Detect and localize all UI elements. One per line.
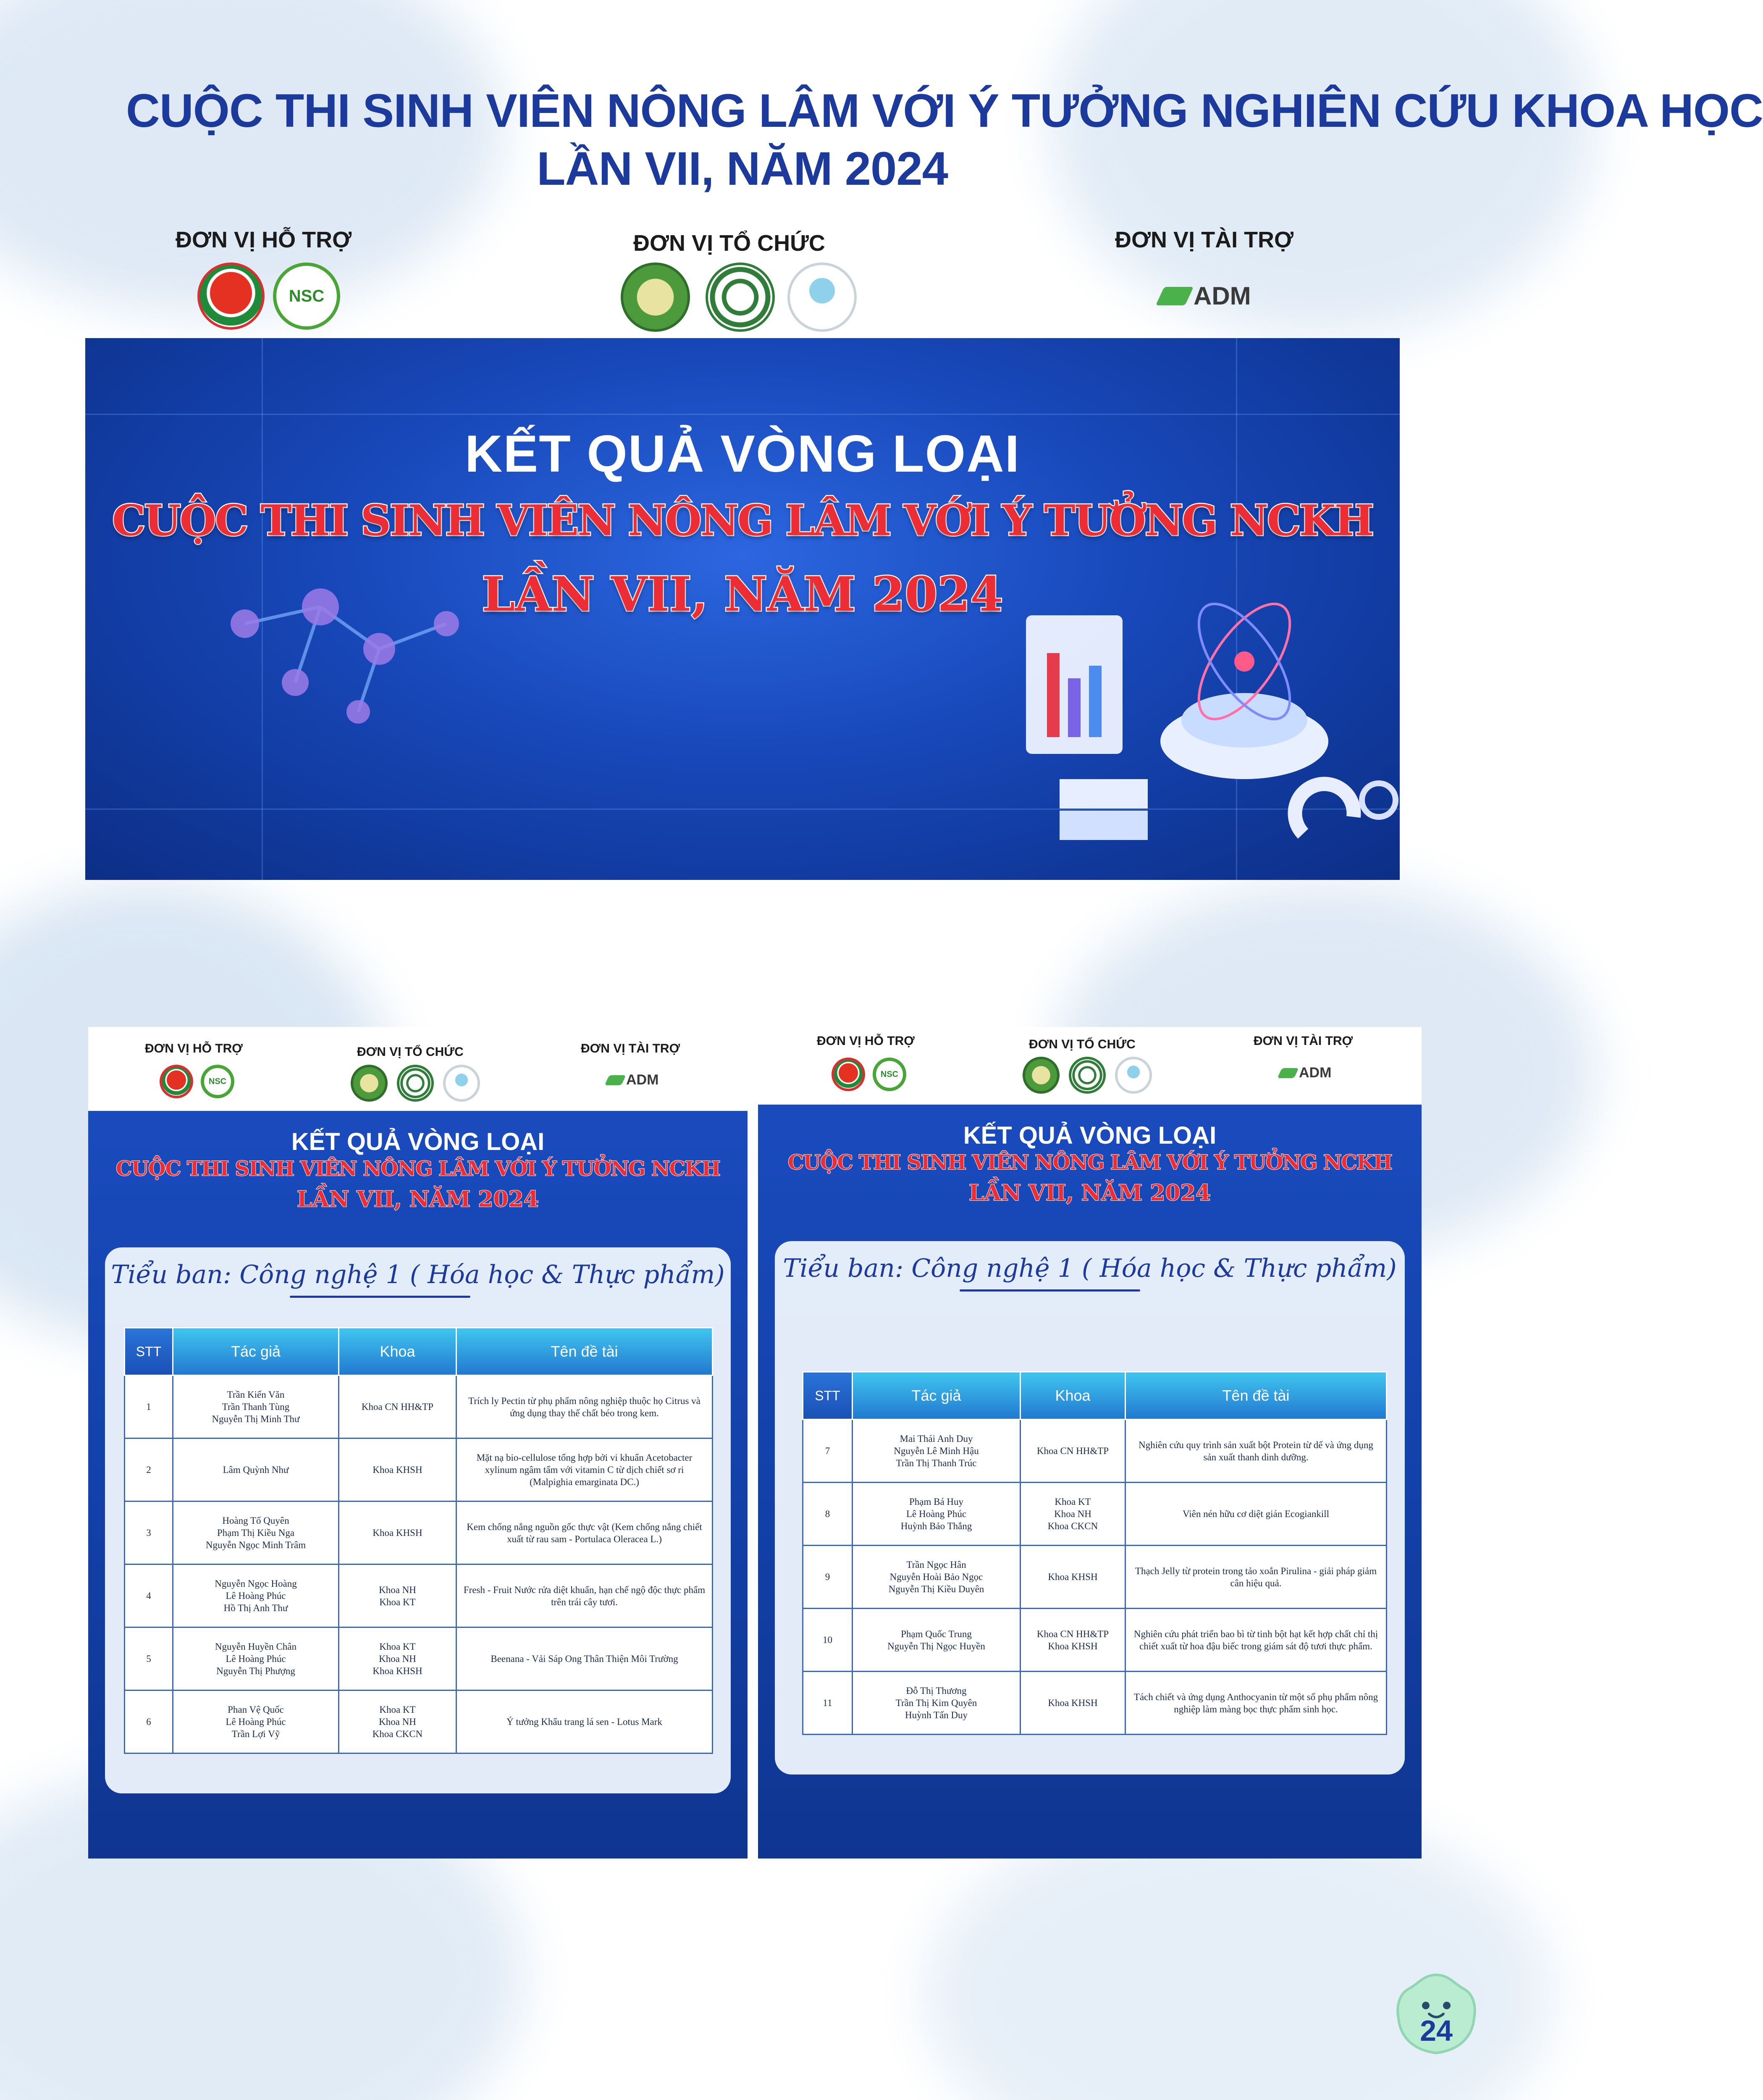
nsc-logo [201,1065,234,1098]
banner-edition: LẦN VII, NĂM 2024 [482,567,1003,622]
nw-logo [787,262,857,332]
cell-authors: Đỗ Thị Thương Trần Thị Kim Quyên Huỳnh Tấn Duy [853,1672,1021,1735]
col-stt: STT [803,1372,853,1420]
table-row [125,1564,713,1628]
subcommittee-underline [290,1296,470,1298]
col-topic: Tên đề tài [456,1328,713,1376]
table-row [803,1672,1387,1735]
left-results-panel [88,1111,748,1858]
cell-topic: Nghiên cứu quy trình sản xuất bột Protein từ dế và ứng dụng sản xuất thanh dinh dưỡng. [1125,1420,1387,1483]
cell-topic: Fresh - Fruit Nước rửa diệt khuẩn, hạn chế ngộ độc thực phẩm trên trái cây tươi. [456,1564,713,1628]
adm-logo-text: ADM [1194,282,1251,310]
cell-topic: Nghiên cứu phát triển bao bì từ tinh bột hạt kết hợp chất chỉ thị chiết xuất từ hoa đậu biếc trong giám sát độ tươi thực phẩm. [1125,1609,1387,1672]
subcommittee-underline [960,1289,1140,1292]
cell-faculty: Khoa KT Khoa NH Khoa CKCN [1021,1483,1125,1546]
cell-stt: 9 [803,1546,853,1609]
student-association-logo [706,262,775,332]
right-support-label: ĐƠN VỊ HỖ TRỢ [817,1034,915,1048]
table-row [125,1438,713,1502]
funding-unit-label: ĐƠN VỊ TÀI TRỢ [1115,227,1294,252]
subcommittee-title: Tiểu ban: Công nghệ 1 ( Hóa học & Thực phẩm) [111,1260,725,1289]
cell-faculty: Khoa KHSH [1021,1546,1125,1609]
university-logo [351,1065,388,1102]
page-title [126,82,1763,198]
cell-topic: Viên nén hữu cơ diệt gián Ecogiankill [1125,1483,1387,1546]
cell-authors: Trần Ngọc Hân Nguyễn Hoài Bảo Ngọc Nguyễn Thị Kiều Duyên [853,1546,1021,1609]
panel-edition: LẦN VII, NĂM 2024 [968,1180,1211,1206]
cell-stt: 10 [803,1609,853,1672]
results-banner [85,338,1400,880]
leaf-icon [1156,287,1194,305]
cell-faculty: Khoa NH Khoa KT [339,1564,456,1628]
panel-heading: KẾT QUẢ VÒNG LOẠI [291,1128,545,1155]
adm-logo-text: ADM [626,1072,659,1088]
table-row [803,1546,1387,1609]
student-association-logo [1069,1057,1106,1094]
nw-logo [1115,1057,1152,1094]
nw-logo [443,1065,480,1102]
nsc-logo-text: NSC [880,1069,899,1079]
youth-union-logo [160,1065,193,1098]
cell-topic: Thạch Jelly từ protein trong tảo xoắn Pirulina - giải pháp giảm cân hiệu quả. [1125,1546,1387,1609]
left-funding-label: ĐƠN VỊ TÀI TRỢ [581,1042,680,1055]
adm-logo-text: ADM [1299,1065,1332,1081]
panel-contest-name: CUỘC THI SINH VIÊN NÔNG LÂM VỚI Ý TƯỞNG NCKH [115,1157,720,1181]
cell-faculty: Khoa KT Khoa NH Khoa CKCN [339,1690,456,1754]
banner-heading: KẾT QUẢ VÒNG LOẠI [464,425,1021,483]
organizer-unit-label: ĐƠN VỊ TỔ CHỨC [633,231,825,256]
cell-stt: 2 [125,1438,173,1502]
panel-contest-name: CUỘC THI SINH VIÊN NÔNG LÂM VỚI Ý TƯỞNG NCKH [787,1151,1392,1174]
panel-heading: KẾT QUẢ VÒNG LOẠI [963,1122,1217,1149]
table-row [803,1483,1387,1546]
cell-faculty: Khoa CN HH&TP [1021,1420,1125,1483]
col-stt: STT [125,1328,173,1376]
results-table-left [124,1327,713,1754]
nsc-logo-text: NSC [208,1076,227,1086]
results-card [775,1241,1405,1774]
subcommittee-title: Tiểu ban: Công nghệ 1 ( Hóa học & Thực phẩm) [783,1254,1397,1283]
cell-faculty: Khoa CN HH&TP Khoa KHSH [1021,1609,1125,1672]
cell-stt: 11 [803,1672,853,1735]
cell-authors: Trần Kiến Văn Trần Thanh Tùng Nguyễn Thị Minh Thư [173,1376,339,1438]
nsc-logo [273,262,340,330]
cell-authors: Nguyễn Ngọc Hoàng Lê Hoàng Phúc Hồ Thị Anh Thư [173,1564,339,1628]
left-organizer-label: ĐƠN VỊ TỔ CHỨC [357,1045,464,1059]
right-results-panel [758,1105,1422,1858]
right-organizer-label: ĐƠN VỊ TỔ CHỨC [1029,1037,1136,1051]
results-card [105,1247,731,1793]
table-row [125,1690,713,1754]
col-faculty: Khoa [339,1328,456,1376]
cell-stt: 8 [803,1483,853,1546]
cell-faculty: Khoa KT Khoa NH Khoa KHSH [339,1628,456,1690]
circuit-line [85,414,1400,415]
cell-stt: 5 [125,1628,173,1690]
student-association-logo [397,1065,434,1102]
youth-union-logo [832,1058,865,1091]
cell-authors: Mai Thái Anh Duy Nguyễn Lê Minh Hậu Trần Thị Thanh Trúc [853,1420,1021,1483]
leaf-icon [1277,1068,1299,1078]
cell-stt: 1 [125,1376,173,1438]
cell-authors: Lâm Quỳnh Như [173,1438,339,1502]
page-number: 24 [1420,2014,1453,2047]
cell-authors: Nguyễn Huyền Chân Lê Hoàng Phúc Nguyễn Thị Phượng [173,1628,339,1690]
right-funding-label: ĐƠN VỊ TÀI TRỢ [1254,1034,1353,1048]
cell-stt: 6 [125,1690,173,1754]
cell-faculty: Khoa KHSH [339,1502,456,1564]
cell-topic: Beenana - Vải Sáp Ong Thân Thiện Môi Trường [456,1628,713,1690]
cell-authors: Phạm Quốc Trung Nguyễn Thị Ngọc Huyền [853,1609,1021,1672]
leaf-icon [604,1075,626,1085]
table-row [125,1376,713,1438]
support-unit-label: ĐƠN VỊ HỖ TRỢ [176,227,352,252]
table-row [125,1628,713,1690]
cell-stt: 3 [125,1502,173,1564]
adm-logo [1160,281,1251,310]
col-faculty: Khoa [1021,1372,1125,1420]
cell-topic: Tách chiết và ứng dụng Anthocyanin từ một số phụ phẩm nông nghiệp làm màng bọc thực phẩm sinh học. [1125,1672,1387,1735]
col-author: Tác giả [173,1328,339,1376]
university-logo [1023,1057,1060,1094]
table-row [803,1420,1387,1483]
col-author: Tác giả [853,1372,1021,1420]
left-support-label: ĐƠN VỊ HỖ TRỢ [145,1042,243,1055]
results-table-right [802,1371,1387,1735]
adm-logo [1280,1065,1331,1081]
nsc-logo [873,1058,906,1091]
cell-faculty: Khoa CN HH&TP [339,1376,456,1438]
banner-contest-name: CUỘC THI SINH VIÊN NÔNG LÂM VỚI Ý TƯỞNG NCKH [112,496,1373,545]
cell-topic: Trích ly Pectin từ phụ phẩm nông nghiệp thuộc họ Citrus và ứng dụng thay thế chất béo trong kem. [456,1376,713,1438]
cell-topic: Ý tưởng Khẩu trang lá sen - Lotus Mark [456,1690,713,1754]
cell-topic: Kem chống nắng nguồn gốc thực vật (Kem chống nắng chiết xuất từ rau sam - Portulaca Oleracea L.) [456,1502,713,1564]
page-title-line2: LẦN VII, NĂM 2024 [537,142,948,195]
data-analytics-illustration [1009,582,1387,876]
youth-union-logo [197,262,265,330]
cell-authors: Hoàng Tố Quyên Phạm Thị Kiều Nga Nguyễn Ngọc Minh Trâm [173,1502,339,1564]
page-title-line1: CUỘC THI SINH VIÊN NÔNG LÂM VỚI Ý TƯỞNG NGHIÊN CỨU KHOA HỌC [126,84,1763,137]
col-topic: Tên đề tài [1125,1372,1387,1420]
cell-authors: Phạm Bá Huy Lê Hoàng Phúc Huỳnh Bảo Thắng [853,1483,1021,1546]
university-logo [621,262,690,332]
cell-authors: Phan Vệ Quốc Lê Hoàng Phúc Trần Lợi Vỹ [173,1690,339,1754]
adm-logo [607,1072,659,1088]
cell-stt: 4 [125,1564,173,1628]
cell-faculty: Khoa KHSH [1021,1672,1125,1735]
nsc-logo-text: NSC [289,286,325,305]
table-row [125,1502,713,1564]
table-row [803,1609,1387,1672]
cell-faculty: Khoa KHSH [339,1438,456,1502]
panel-edition: LẦN VII, NĂM 2024 [296,1186,539,1212]
cell-topic: Mặt nạ bio-cellulose tổng hợp bởi vi khuẩn Acetobacter xylinum ngâm tẩm với vitamin C từ dịch chiết sơ ri (Malpighia emarginata DC.) [456,1438,713,1502]
cell-stt: 7 [803,1420,853,1483]
